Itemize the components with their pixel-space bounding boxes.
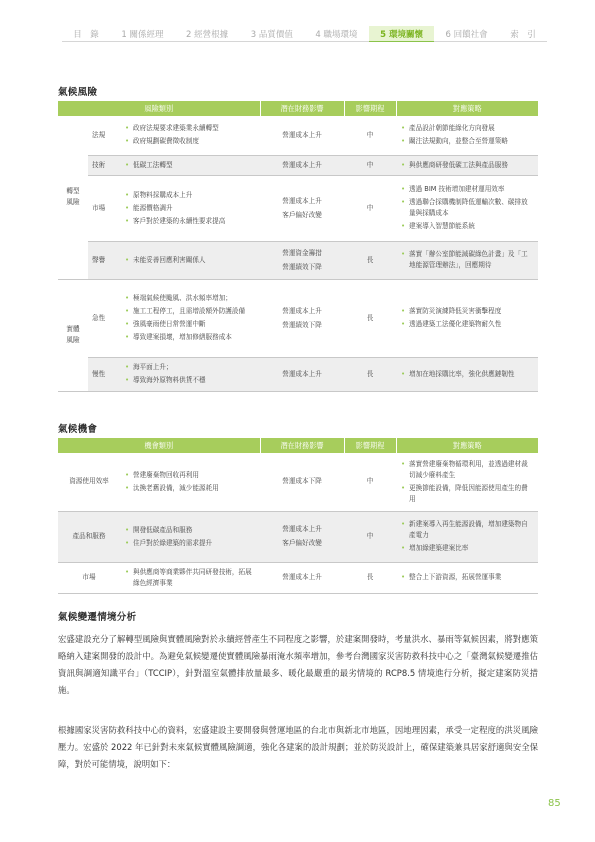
table-row	[58, 279, 538, 357]
row-subcategory: 技術	[88, 155, 120, 175]
list-item: • 政府規劃碳費徵收制度	[124, 136, 256, 147]
row-subcategory: 法規	[88, 116, 120, 155]
row-items	[120, 357, 260, 391]
row-impact	[260, 511, 344, 562]
list-item: • 汰換老舊設備，減少能源耗用	[124, 483, 256, 494]
row-period: 長	[344, 279, 396, 357]
impact-line: 營運成本上升	[282, 306, 322, 315]
list-item: • 低碳工法轉型	[124, 160, 256, 171]
analysis-section-title: 氣候變遷情境分析	[58, 612, 137, 623]
risk-header-period: 影響期程	[344, 101, 396, 116]
list-item: • 產品設計朝節能綠化方向發展	[400, 123, 534, 134]
row-strategy	[396, 562, 538, 593]
top-navigation	[62, 26, 547, 42]
tab-ch5-active[interactable]: 5 環境關懷	[369, 26, 434, 42]
opportunity-header-period: 影響期程	[344, 438, 396, 453]
row-category: 產品和服務	[58, 511, 120, 562]
opportunity-header-strategy: 對應策略	[396, 438, 538, 453]
list-item: • 建案導入智慧節能系統	[400, 221, 534, 232]
list-item: • 強風豪雨使日常營運中斷	[124, 319, 256, 330]
row-period: 中	[344, 511, 396, 562]
list-item: • 能源價格調升	[124, 203, 256, 214]
row-subcategory: 慢性	[88, 357, 120, 391]
impact-line: 營運資金籌措	[282, 248, 322, 257]
row-strategy	[396, 357, 538, 391]
row-period: 中	[344, 453, 396, 511]
impact-line: 客戶偏好改變	[282, 210, 322, 219]
list-item: • 政府法規要求建築業永續轉型	[124, 123, 256, 134]
row-period: 長	[344, 562, 396, 593]
row-items	[120, 279, 260, 357]
row-strategy	[396, 116, 538, 155]
opportunity-table	[58, 438, 538, 594]
list-item: • 整合上下游資源，拓展營運事業	[400, 572, 534, 583]
list-item: • 更換節能設備，降低因能源使用產生的費用	[400, 483, 534, 505]
risk-section-title: 氣候風險	[58, 87, 98, 98]
list-item: • 原物料採購成本上升	[124, 190, 256, 201]
row-impact	[260, 241, 344, 279]
impact-line: 營運成本上升	[282, 525, 322, 533]
risk-header-row	[58, 101, 538, 116]
page-number: 85	[548, 798, 561, 809]
row-impact	[260, 175, 344, 241]
list-item: • 增加綠建築建案比率	[400, 543, 534, 554]
risk-group-transition: 轉型 風險	[58, 116, 88, 279]
list-item: • 住戶對於綠建築的需求提升	[124, 538, 256, 549]
list-item: • 透過建築工法優化建築物耐久性	[400, 319, 534, 330]
list-item: • 與供應商研發低碳工法與產品服務	[400, 160, 534, 171]
list-item: • 開發低碳產品和服務	[124, 525, 256, 536]
table-row	[58, 116, 538, 155]
list-item: • 客戶對於建築的永續性要求提高	[124, 216, 256, 227]
impact-line: 營運績效下降	[282, 262, 322, 271]
table-row	[58, 175, 538, 241]
list-item: • 海平面上升；	[124, 362, 256, 373]
row-strategy	[396, 511, 538, 562]
row-category: 市場	[58, 562, 120, 593]
tab-ch2[interactable]: 2 經營根據	[175, 26, 240, 42]
list-item: • 落實「辦公室節能減碳綠色計畫」及「工地能源管理辦法」，回應期待	[400, 249, 534, 271]
opportunity-header-category: 機會類別	[58, 438, 260, 453]
row-period: 中	[344, 155, 396, 175]
list-item: • 增加在地採購比率，強化供應鏈韌性	[400, 369, 534, 380]
row-strategy	[396, 453, 538, 511]
list-item: • 導致海外原物料供貨不穩	[124, 375, 256, 386]
tab-ch3[interactable]: 3 品質價值	[239, 26, 304, 42]
list-item: • 未能妥善回應利害關係人	[124, 255, 256, 266]
risk-header-strategy: 對應策略	[396, 101, 538, 116]
row-items	[120, 175, 260, 241]
row-period: 長	[344, 357, 396, 391]
row-period: 中	[344, 116, 396, 155]
opportunity-header-row	[58, 438, 538, 453]
table-row	[58, 357, 538, 391]
row-items	[120, 453, 260, 511]
row-strategy	[396, 155, 538, 175]
table-row	[58, 453, 538, 511]
analysis-paragraph-1: 宏盛建設充分了解轉型風險與實體風險對於永續經營產生不同程度之影響，於建案開發時，考量洪水、暴雨等氣候因素，將對應策略納入建案開發的設計中。為避免氣候變遷使實體風險暴雨淹水頻率增加，參考台灣國家災害防救科技中心之「臺灣氣候變遷推估資訊與調適知識平台」（TCCIP），針對溫室氣體排放量最多、暖化最嚴重的最劣情境的 RCP8.5 情境進行分析，擬定建案防災措施。	[58, 634, 538, 695]
impact-line: 客戶偏好改變	[282, 539, 322, 547]
tab-ch6[interactable]: 6 回饋社會	[434, 26, 499, 42]
row-strategy	[396, 175, 538, 241]
list-item: • 與供應商等商業夥伴共同研發技術，拓展綠色經濟事業	[124, 567, 256, 589]
list-item: • 透過聯合採購機制降低運輸次數、碳排放量與採購成本	[400, 197, 534, 219]
list-item: • 透過 BIM 技術增加建材運用效率	[400, 184, 534, 195]
list-item: • 新建案導入再生能源設備，增加建築物自產電力	[400, 519, 534, 541]
row-impact: 營運成本上升	[260, 116, 344, 155]
tab-ch1[interactable]: 1 關係經理	[110, 26, 175, 42]
row-period: 中	[344, 175, 396, 241]
row-impact: 營運成本上升	[260, 357, 344, 391]
list-item: • 落實營建廢棄物循環利用，並透過建材裁切減少廢料產生	[400, 459, 534, 481]
row-strategy	[396, 241, 538, 279]
list-item: • 關注法規動向，並整合至營運策略	[400, 136, 534, 147]
row-impact: 營運成本下降	[260, 453, 344, 511]
list-item: • 導致建案損壞，增加修繕服務成本	[124, 332, 256, 343]
opportunity-header-impact: 潛在財務影響	[260, 438, 344, 453]
table-row	[58, 511, 538, 562]
row-items	[120, 562, 260, 593]
tab-ch4[interactable]: 4 職場環境	[304, 26, 369, 42]
risk-group-physical: 實體 風險	[58, 279, 88, 391]
row-subcategory: 急性	[88, 279, 120, 357]
row-impact	[260, 279, 344, 357]
list-item: • 落實防災演練降低災害衝擊程度	[400, 306, 534, 317]
row-subcategory: 市場	[88, 175, 120, 241]
impact-line: 營運績效下降	[282, 320, 322, 329]
tab-contents[interactable]: 目 錄	[62, 26, 110, 42]
row-subcategory: 聲譽	[88, 241, 120, 279]
row-category: 資源使用效率	[58, 453, 120, 511]
tab-index[interactable]: 索 引	[499, 26, 547, 42]
row-items	[120, 155, 260, 175]
row-items	[120, 511, 260, 562]
opportunity-section-title: 氣候機會	[58, 424, 98, 435]
row-impact: 營運成本上升	[260, 155, 344, 175]
table-row	[58, 241, 538, 279]
list-item: • 營建廢棄物回收再利用	[124, 470, 256, 481]
risk-table	[58, 101, 538, 392]
table-row	[58, 562, 538, 593]
row-items	[120, 241, 260, 279]
row-items	[120, 116, 260, 155]
list-item: • 施工工程停工，且需增設額外防護設備	[124, 306, 256, 317]
row-strategy	[396, 279, 538, 357]
list-item: • 極端氣候使颱風、洪水頻率增加；	[124, 293, 256, 304]
impact-line: 營運成本上升	[282, 196, 322, 205]
analysis-paragraph-2: 根據國家災害防救科技中心的資料，宏盛建設主要開發與營運地區的台北市與新北市地區，因地理因素，承受一定程度的洪災風險壓力。宏盛於 2022 年已針對未來氣候實體風險調適，強化各建案的設計規劃；並於防災設計上，確保建築兼具居家舒適與安全保障，對於可能情境，說明如下：	[58, 725, 538, 769]
risk-header-impact: 潛在財務影響	[260, 101, 344, 116]
table-row	[58, 155, 538, 175]
risk-header-category: 風險類別	[58, 101, 260, 116]
row-impact: 營運成本上升	[260, 562, 344, 593]
row-period: 長	[344, 241, 396, 279]
